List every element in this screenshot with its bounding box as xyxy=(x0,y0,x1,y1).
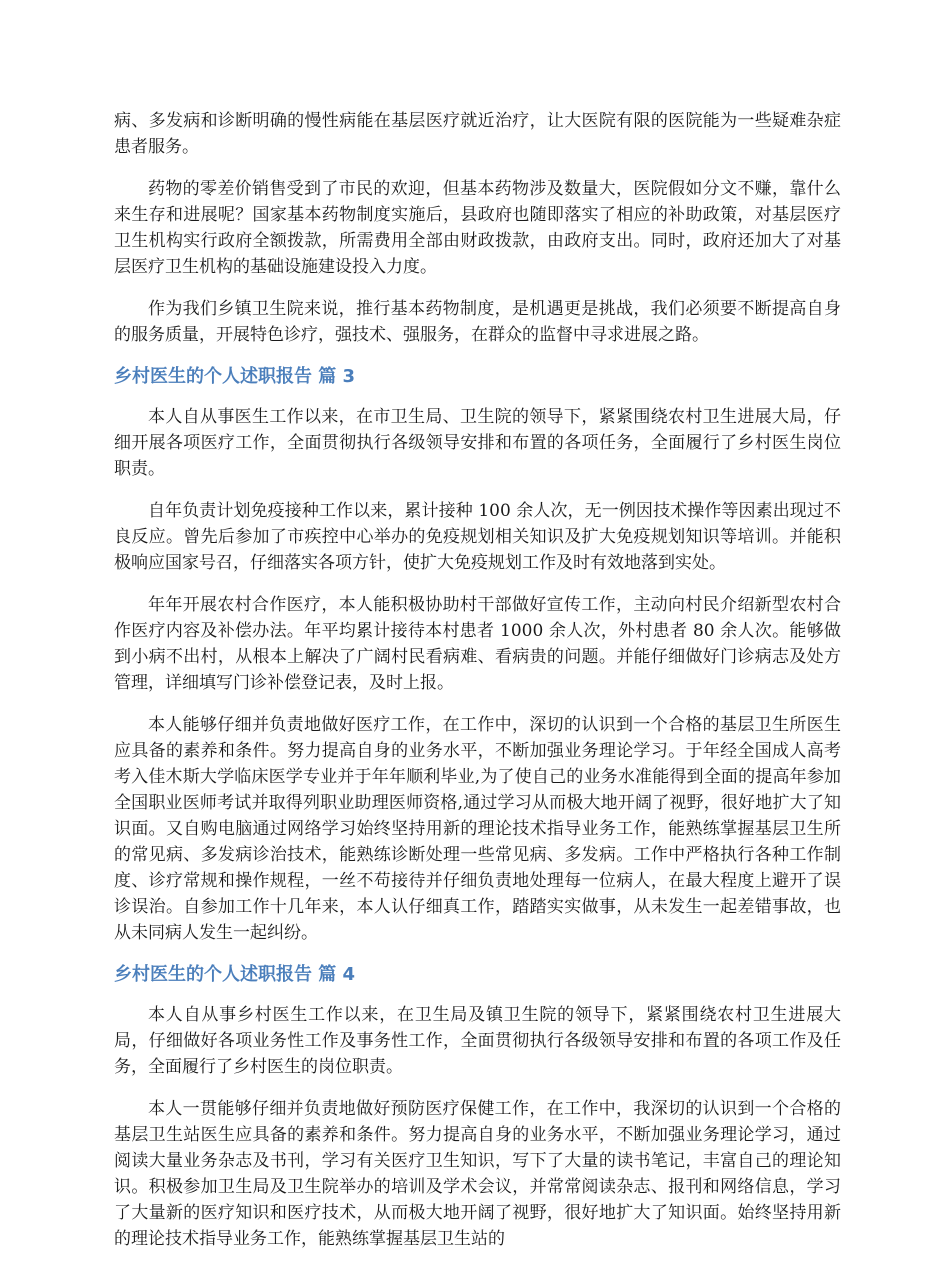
paragraph: 自年负责计划免疫接种工作以来，累计接种 100 余人次，无一例因技术操作等因素出现过不良反应。曾先后参加了市疾控中心举办的免疫规划相关知识及扩大免疫规划知识等培训。并能积极响应国家号召，仔细落实各项方针，使扩大免疫规划工作及时有效地落到实处。 xyxy=(114,501,841,573)
paragraph: 本人自从事医生工作以来，在市卫生局、卫生院的领导下，紧紧围绕农村卫生进展大局，仔细开展各项医疗工作，全面贯彻执行各级领导安排和布置的各项任务，全面履行了乡村医生岗位职责。 xyxy=(114,407,841,479)
paragraph: 本人能够仔细并负责地做好医疗工作，在工作中，深切的认识到一个合格的基层卫生所医生应具备的素养和条件。努力提高自身的业务水平，不断加强业务理论学习。于年经全国成人高考考入佳木斯大学临床医学专业并于年年顺利毕业,为了使自己的业务水准能得到全面的提高年参加全国职业医师考试并取得列职业助理医师资格,通过学习从而极大地开阔了视野，很好地扩大了知识面。又自购电脑通过网络学习始终坚持用新的理论技术指导业务工作，能熟练掌握基层卫生所的常见病、多发病诊治技术，能熟练诊断处理一些常见病、多发病。工作中严格执行各种工作制度、诊疗常规和操作规程，一丝不苟接待并仔细负责地处理每一位病人，在最大程度上避开了误诊误治。自参加工作十几年来，本人认仔细真工作，踏踏实实做事，从未发生一起差错事故，也从未同病人发生一起纠纷。 xyxy=(114,715,841,943)
document-body xyxy=(114,108,841,1268)
paragraph: 年年开展农村合作医疗，本人能积极协助村干部做好宣传工作，主动向村民介绍新型农村合作医疗内容及补偿办法。年平均累计接待本村患者 1000 余人次，外村患者 80 余人次。能够做到小病不出村，从根本上解决了广阔村民看病难、看病贵的问题。并能仔细做好门诊病志及处方管理，详细填写门诊补偿登记表，及时上报。 xyxy=(114,595,841,693)
section-heading-4: 乡村医生的个人述职报告 篇 4 xyxy=(114,964,356,985)
paragraph: 本人自从事乡村医生工作以来，在卫生局及镇卫生院的领导下，紧紧围绕农村卫生进展大局，仔细做好各项业务性工作及事务性工作，全面贯彻执行各级领导安排和布置的各项工作及任务，全面履行了乡村医生的岗位职责。 xyxy=(114,1005,841,1077)
section-heading-3: 乡村医生的个人述职报告 篇 3 xyxy=(114,366,356,387)
paragraph: 药物的零差价销售受到了市民的欢迎，但基本药物涉及数量大，医院假如分文不赚，靠什么来生存和进展呢？国家基本药物制度实施后，县政府也随即落实了相应的补助政策，对基层医疗卫生机构实行政府全额拨款，所需费用全部由财政拨款，由政府支出。同时，政府还加大了对基层医疗卫生机构的基础设施建设投入力度。 xyxy=(114,179,841,277)
paragraph-continued: 病、多发病和诊断明确的慢性病能在基层医疗就近治疗，让大医院有限的医院能为一些疑难杂症患者服务。 xyxy=(114,111,841,157)
paragraph: 本人一贯能够仔细并负责地做好预防医疗保健工作，在工作中，我深切的认识到一个合格的基层卫生站医生应具备的素养和条件。努力提高自身的业务水平，不断加强业务理论学习，通过阅读大量业务杂志及书刊，学习有关医疗卫生知识，写下了大量的读书笔记，丰富自己的理论知识。积极参加卫生局及卫生院举办的培训及学术会议，并常常阅读杂志、报刊和网络信息，学习了大量新的医疗知识和医疗技术，从而极大地开阔了视野，很好地扩大了知识面。始终坚持用新的理论技术指导业务工作，能熟练掌握基层卫生站的 xyxy=(114,1099,841,1249)
paragraph: 作为我们乡镇卫生院来说，推行基本药物制度，是机遇更是挑战，我们必须要不断提高自身的服务质量，开展特色诊疗，强技术、强服务，在群众的监督中寻求进展之路。 xyxy=(114,299,841,345)
